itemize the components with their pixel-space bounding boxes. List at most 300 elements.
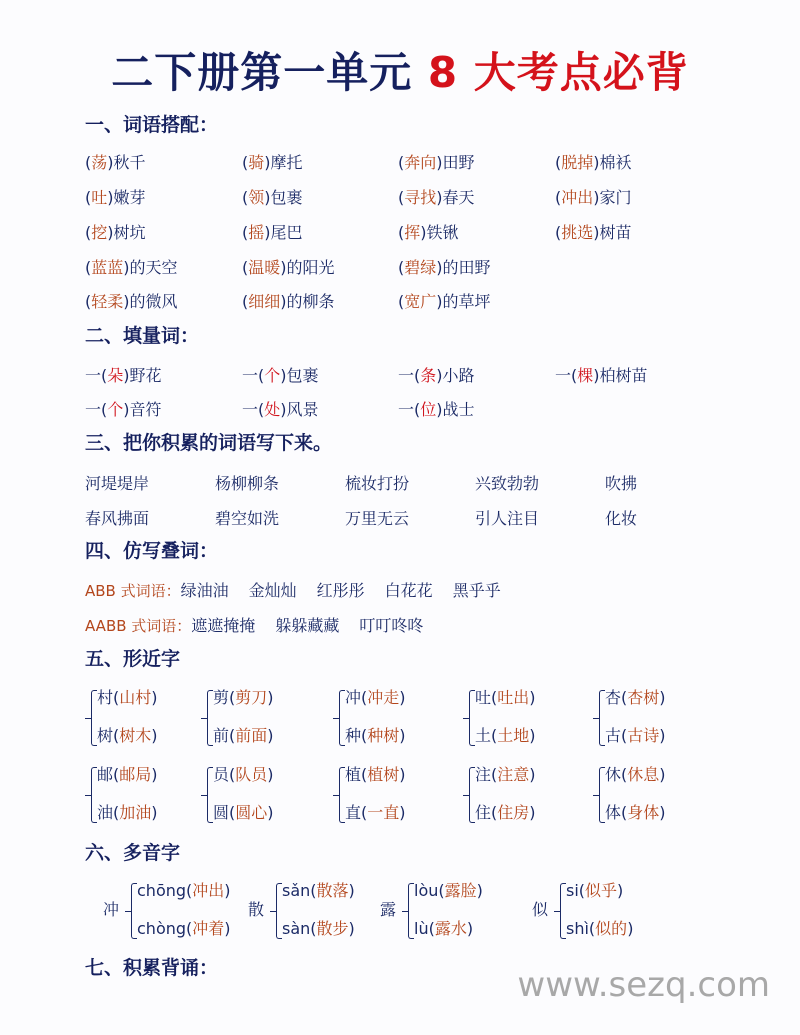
measure-item <box>85 368 162 384</box>
measure-item <box>242 368 319 384</box>
reading <box>414 921 473 937</box>
answer: 细细 <box>248 292 281 311</box>
similar-char <box>213 767 274 783</box>
text: ( <box>491 726 498 745</box>
pinyin: sǎn <box>282 881 311 900</box>
example-word: 露水 <box>434 919 467 938</box>
text: 吹拂 <box>605 474 638 493</box>
text: ) <box>107 153 114 172</box>
pinyin: sàn <box>282 919 311 938</box>
pinyin: chōng <box>137 881 187 900</box>
text: ( <box>310 881 317 900</box>
text: 摩托 <box>270 153 303 172</box>
reduplication-row <box>85 618 443 634</box>
word: 叮叮咚咚 <box>359 616 424 635</box>
text: 尾巴 <box>270 223 303 242</box>
similar-char <box>345 690 406 706</box>
text: 秋千 <box>113 153 146 172</box>
text: 一( <box>242 366 265 385</box>
text: 的天空 <box>129 258 178 277</box>
text: ) <box>593 188 600 207</box>
text: 战士 <box>442 400 475 419</box>
text: ) <box>224 919 231 938</box>
text: ) <box>151 688 158 707</box>
pinyin: lù <box>414 919 429 938</box>
text: ( <box>229 688 236 707</box>
text: ) <box>399 688 406 707</box>
text: ( <box>491 765 498 784</box>
polyphone-char <box>248 902 264 918</box>
similar-char <box>97 728 158 744</box>
text: ( <box>361 765 368 784</box>
text: 树坑 <box>113 223 146 242</box>
text: ( <box>229 765 236 784</box>
text: ) <box>123 258 130 277</box>
example-word: 加油 <box>119 803 152 822</box>
text: 引人注目 <box>475 509 540 528</box>
text: ( <box>242 188 249 207</box>
measure-word: 个 <box>264 366 281 385</box>
title-main: 二下册第一单元 <box>111 48 413 97</box>
text: ( <box>398 292 405 311</box>
example-word: 古诗 <box>627 726 660 745</box>
word-item <box>475 511 539 527</box>
text: ) <box>267 803 274 822</box>
word-item <box>345 476 409 492</box>
text: 露 <box>380 900 397 919</box>
reading <box>282 921 355 937</box>
text: ( <box>242 258 249 277</box>
pinyin: chòng <box>137 919 187 938</box>
similar-char <box>475 805 536 821</box>
similar-char <box>475 767 536 783</box>
text: 嫩芽 <box>113 188 146 207</box>
text: ) <box>659 803 666 822</box>
collocation-item <box>398 260 491 276</box>
word: 黑乎乎 <box>452 581 501 600</box>
text: ( <box>85 188 92 207</box>
text: ( <box>85 153 92 172</box>
text: ( <box>621 688 628 707</box>
text: ) <box>436 188 443 207</box>
answer: 宽广 <box>404 292 437 311</box>
text: ( <box>310 919 317 938</box>
text: 河堤堤岸 <box>85 474 150 493</box>
text: 冲 <box>345 688 362 707</box>
example-word: 一直 <box>367 803 400 822</box>
text: 土 <box>475 726 492 745</box>
text: ) <box>264 188 271 207</box>
text: 古 <box>605 726 622 745</box>
answer: 蓝蓝 <box>91 258 124 277</box>
answer: 吐 <box>91 188 108 207</box>
text: ( <box>113 803 120 822</box>
example-word: 冲着 <box>192 919 225 938</box>
text: ( <box>229 726 236 745</box>
pattern-label: AABB 式词语： <box>85 617 192 635</box>
text: ) <box>107 223 114 242</box>
text: ( <box>113 726 120 745</box>
text: ) <box>348 881 355 900</box>
text: 村 <box>97 688 114 707</box>
text: ( <box>398 153 405 172</box>
word-item <box>215 476 279 492</box>
text: 梳妆打扮 <box>345 474 410 493</box>
similar-char <box>213 728 274 744</box>
collocation-item <box>398 225 459 241</box>
answer: 挖 <box>91 223 108 242</box>
collocation-item <box>242 294 335 310</box>
pinyin: si <box>566 881 579 900</box>
text: 兴致勃勃 <box>475 474 540 493</box>
text: ( <box>361 688 368 707</box>
heading-2: 二、填量词： <box>85 325 200 347</box>
reading <box>566 921 633 937</box>
text: ( <box>555 223 562 242</box>
heading-6: 六、多音字 <box>85 842 181 864</box>
text: ( <box>229 803 236 822</box>
text: 员 <box>213 765 230 784</box>
example-word: 土地 <box>497 726 530 745</box>
measure-item <box>85 402 162 418</box>
word: 白花花 <box>384 581 433 600</box>
text: ( <box>398 258 405 277</box>
text: ) <box>348 919 355 938</box>
text: 一( <box>398 366 421 385</box>
example-word: 邮局 <box>119 765 152 784</box>
text: 剪 <box>213 688 230 707</box>
similar-char <box>475 690 536 706</box>
text: ) <box>123 366 130 385</box>
text: ( <box>438 881 445 900</box>
heading-7: 七、积累背诵： <box>85 957 219 979</box>
text: ( <box>621 765 628 784</box>
text: 一( <box>555 366 578 385</box>
answer: 挑选 <box>561 223 594 242</box>
example-word: 杏树 <box>627 688 660 707</box>
answer: 骑 <box>248 153 265 172</box>
polyphone-char <box>103 902 119 918</box>
collocation-item <box>85 294 178 310</box>
collocation-item <box>242 155 303 171</box>
text: ) <box>267 765 274 784</box>
text: 吐 <box>475 688 492 707</box>
text: ( <box>113 688 120 707</box>
example-word: 圆心 <box>235 803 268 822</box>
text: 的田野 <box>442 258 491 277</box>
example-word: 前面 <box>235 726 268 745</box>
answer: 温暖 <box>248 258 281 277</box>
text: ) <box>123 292 130 311</box>
text: ) <box>529 726 536 745</box>
watermark: www.sezq.com <box>517 965 770 1005</box>
text: 春天 <box>442 188 475 207</box>
polyphone-char <box>380 902 396 918</box>
text: 小路 <box>442 366 475 385</box>
similar-char <box>213 690 274 706</box>
reading <box>566 883 623 899</box>
text: 风景 <box>286 400 319 419</box>
text: 邮 <box>97 765 114 784</box>
text: ) <box>151 803 158 822</box>
word: 遮遮掩掩 <box>191 616 256 635</box>
example-word: 山村 <box>119 688 152 707</box>
example-word: 冲走 <box>367 688 400 707</box>
text: 前 <box>213 726 230 745</box>
text: ) <box>476 881 483 900</box>
text: ) <box>420 223 427 242</box>
word-item <box>215 511 279 527</box>
text: ( <box>491 688 498 707</box>
pinyin: lòu <box>414 881 439 900</box>
text: ( <box>85 292 92 311</box>
text: ) <box>151 726 158 745</box>
text: 圆 <box>213 803 230 822</box>
word-item <box>475 476 539 492</box>
word: 绿油油 <box>180 581 229 600</box>
text: ( <box>85 258 92 277</box>
word: 红彤彤 <box>316 581 365 600</box>
answer: 奔向 <box>404 153 437 172</box>
heading-5: 五、形近字 <box>85 648 181 670</box>
word-item <box>605 511 637 527</box>
text: ( <box>621 726 628 745</box>
text: 散 <box>248 900 265 919</box>
example-word: 散落 <box>316 881 349 900</box>
text: 住 <box>475 803 492 822</box>
example-word: 冲出 <box>192 881 225 900</box>
text: 的柳条 <box>286 292 335 311</box>
collocation-item <box>242 190 303 206</box>
collocation-item <box>398 155 475 171</box>
similar-char <box>605 690 666 706</box>
text: 杨柳柳条 <box>215 474 280 493</box>
measure-word: 位 <box>420 400 437 419</box>
text: ) <box>617 881 624 900</box>
example-word: 住房 <box>497 803 530 822</box>
text: 杏 <box>605 688 622 707</box>
text: 种 <box>345 726 362 745</box>
text: ) <box>659 688 666 707</box>
similar-char <box>345 805 406 821</box>
text: 油 <box>97 803 114 822</box>
word: 金灿灿 <box>248 581 297 600</box>
word-item <box>85 476 149 492</box>
text: ) <box>659 765 666 784</box>
reading <box>282 883 355 899</box>
example-word: 注意 <box>497 765 530 784</box>
text: 野花 <box>129 366 162 385</box>
text: 化妆 <box>605 509 638 528</box>
collocation-item <box>242 225 303 241</box>
text: ( <box>578 881 586 900</box>
heading-3: 三、把你积累的词语写下来。 <box>85 432 333 454</box>
collocation-item <box>85 225 146 241</box>
text: 碧空如洗 <box>215 509 280 528</box>
measure-word: 条 <box>420 366 437 385</box>
text: 休 <box>605 765 622 784</box>
polyphone-char <box>532 902 548 918</box>
collocation-item <box>398 190 475 206</box>
similar-char <box>605 805 666 821</box>
text: ( <box>85 223 92 242</box>
example-word: 吐出 <box>497 688 530 707</box>
measure-item <box>398 368 475 384</box>
text: ) <box>267 688 274 707</box>
collocation-item <box>398 294 491 310</box>
text: ( <box>242 292 249 311</box>
example-word: 身体 <box>627 803 660 822</box>
text: ) <box>529 803 536 822</box>
text: 田野 <box>442 153 475 172</box>
measure-item <box>242 402 319 418</box>
text: 柏树苗 <box>599 366 648 385</box>
example-word: 剪刀 <box>235 688 268 707</box>
similar-char <box>97 805 158 821</box>
answer: 轻柔 <box>91 292 124 311</box>
text: ) <box>264 153 271 172</box>
collocation-item <box>85 260 178 276</box>
text: ) <box>280 366 287 385</box>
text: ) <box>280 258 287 277</box>
text: 一( <box>85 366 108 385</box>
text: ( <box>361 803 368 822</box>
text: 直 <box>345 803 362 822</box>
text: ) <box>123 400 130 419</box>
collocation-item <box>242 260 335 276</box>
heading-1: 一、词语搭配： <box>85 114 219 136</box>
collocation-item <box>555 190 632 206</box>
collocation-item <box>555 155 632 171</box>
text: ) <box>593 366 600 385</box>
measure-item <box>398 402 475 418</box>
text: ( <box>588 919 596 938</box>
text: ) <box>280 400 287 419</box>
text: ( <box>621 803 628 822</box>
text: ) <box>593 223 600 242</box>
collocation-item <box>85 155 146 171</box>
text: 似 <box>532 900 549 919</box>
text: ) <box>593 153 600 172</box>
text: 一( <box>85 400 108 419</box>
answer: 寻找 <box>404 188 437 207</box>
text: ( <box>491 803 498 822</box>
answer: 挥 <box>404 223 421 242</box>
answer: 脱掉 <box>561 153 594 172</box>
text: ) <box>659 726 666 745</box>
text: ) <box>107 188 114 207</box>
similar-char <box>97 690 158 706</box>
answer: 领 <box>248 188 265 207</box>
text: ) <box>436 258 443 277</box>
measure-item <box>555 368 648 384</box>
text: ( <box>186 919 193 938</box>
text: ) <box>399 803 406 822</box>
text: 家门 <box>599 188 632 207</box>
similar-char <box>97 767 158 783</box>
text: ) <box>224 881 231 900</box>
text: ( <box>361 726 368 745</box>
answer: 冲出 <box>561 188 594 207</box>
text: 一( <box>242 400 265 419</box>
text: 春风拂面 <box>85 509 150 528</box>
text: ) <box>151 765 158 784</box>
text: ( <box>242 153 249 172</box>
measure-word: 处 <box>264 400 281 419</box>
measure-word: 棵 <box>577 366 594 385</box>
text: 体 <box>605 803 622 822</box>
similar-char <box>605 767 666 783</box>
text: 铁锹 <box>426 223 459 242</box>
example-word: 植树 <box>367 765 400 784</box>
pinyin: shì <box>566 919 589 938</box>
text: ) <box>436 292 443 311</box>
example-word: 树木 <box>119 726 152 745</box>
text: ( <box>242 223 249 242</box>
text: ) <box>466 919 474 938</box>
answer: 荡 <box>91 153 108 172</box>
similar-char <box>213 805 274 821</box>
text: ) <box>399 726 406 745</box>
answer: 碧绿 <box>404 258 437 277</box>
reduplication-row <box>85 583 521 599</box>
answer: 摇 <box>248 223 265 242</box>
example-word: 似乎 <box>585 881 618 900</box>
text: ) <box>280 292 287 311</box>
measure-word: 个 <box>107 400 124 419</box>
reading <box>137 921 231 937</box>
collocation-item <box>555 225 632 241</box>
text: ( <box>428 919 435 938</box>
example-word: 似的 <box>595 919 628 938</box>
text: ( <box>398 188 405 207</box>
similar-char <box>345 767 406 783</box>
text: ( <box>186 881 193 900</box>
text: 植 <box>345 765 362 784</box>
example-word: 散步 <box>316 919 349 938</box>
word-item <box>605 476 637 492</box>
reading <box>137 883 231 899</box>
measure-word: 朵 <box>107 366 124 385</box>
word-item <box>345 511 409 527</box>
text: 包裹 <box>286 366 319 385</box>
page-title <box>0 48 800 97</box>
similar-char <box>345 728 406 744</box>
text: 一( <box>398 400 421 419</box>
similar-char <box>475 728 536 744</box>
text: 树 <box>97 726 114 745</box>
reading <box>414 883 483 899</box>
text: ) <box>436 153 443 172</box>
heading-4: 四、仿写叠词： <box>85 540 219 562</box>
text: 棉袄 <box>599 153 632 172</box>
word-item <box>85 511 149 527</box>
text: ) <box>267 726 274 745</box>
text: 注 <box>475 765 492 784</box>
text: ( <box>555 188 562 207</box>
collocation-item <box>85 190 146 206</box>
text: ) <box>529 688 536 707</box>
text: ( <box>555 153 562 172</box>
similar-char <box>605 728 666 744</box>
word: 躲躲藏藏 <box>275 616 340 635</box>
example-word: 队员 <box>235 765 268 784</box>
text: 包裹 <box>270 188 303 207</box>
text: 的阳光 <box>286 258 335 277</box>
example-word: 种树 <box>367 726 400 745</box>
text: 树苗 <box>599 223 632 242</box>
example-word: 休息 <box>627 765 660 784</box>
